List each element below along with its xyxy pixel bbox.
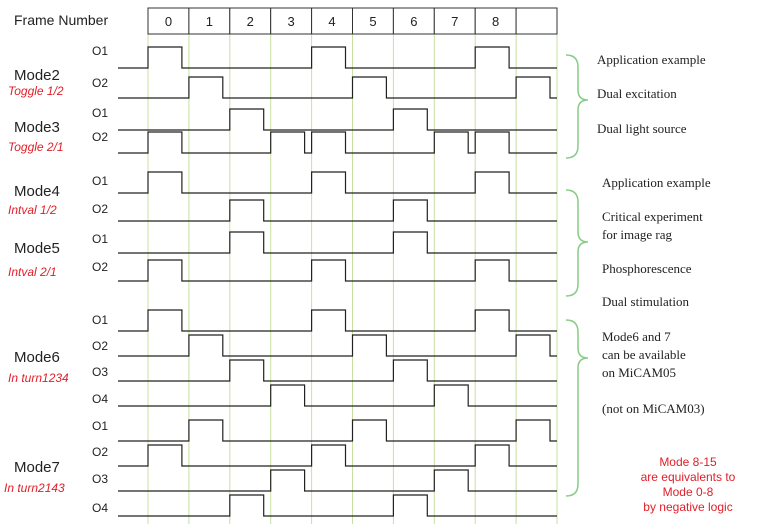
frame-number: 6: [410, 14, 418, 29]
footnote-line1: Mode 8-15: [659, 455, 717, 469]
mode3-subtitle: Toggle 2/1: [8, 140, 64, 154]
signal-waveform: [118, 445, 557, 466]
mode5-subtitle: Intval 2/1: [8, 265, 57, 279]
mode7-subtitle: In turn2143: [4, 481, 65, 495]
frame-number: 5: [369, 14, 377, 29]
note-micam05: on MiCAM05: [602, 365, 677, 380]
note-dual-stimulation: Dual stimulation: [602, 294, 690, 309]
signal-waveform: [118, 420, 557, 441]
note-application-example-2: Application example: [602, 175, 711, 190]
signal-label: O1: [92, 174, 109, 188]
notes-group1: [597, 52, 706, 136]
brace-group2: [566, 190, 588, 296]
mode5-label: Mode5: [14, 240, 60, 257]
note-braces: [566, 55, 588, 496]
note-mode6-7: Mode6 and 7: [602, 329, 671, 344]
frame-number: 8: [492, 14, 500, 29]
frame-number: 2: [246, 14, 254, 29]
footnote-line4: by negative logic: [643, 500, 733, 514]
mode2-label: Mode2: [14, 67, 60, 84]
note-can-be-available: can be available: [602, 347, 686, 362]
frame-number: 7: [451, 14, 459, 29]
signal-waveform: [118, 310, 557, 331]
signal-waveform: [118, 109, 557, 130]
signal-label: O2: [92, 76, 109, 90]
note-critical-experiment: Critical experiment: [602, 209, 703, 224]
signal-label: O2: [92, 339, 109, 353]
signal-label: O1: [92, 232, 109, 246]
signal-label: O1: [92, 44, 109, 58]
signal-label: O2: [92, 260, 109, 274]
frame-number: 1: [205, 14, 213, 29]
frame-grid: [148, 34, 557, 524]
signal-waveform: [118, 360, 557, 381]
note-dual-excitation: Dual excitation: [597, 86, 677, 101]
signal-label: O3: [92, 472, 109, 486]
mode3-label: Mode3: [14, 119, 60, 136]
note-phosphorescence: Phosphorescence: [602, 261, 692, 276]
frame-number: 4: [328, 14, 336, 29]
footnote-line3: Mode 0-8: [662, 485, 714, 499]
signal-label: O4: [92, 501, 109, 515]
frame-number: 0: [164, 14, 173, 29]
signal-waveform: [118, 335, 557, 356]
brace-group3: [566, 320, 588, 496]
signal-label: O1: [92, 313, 109, 327]
signal-label: O2: [92, 202, 109, 216]
signal-waveform: [118, 77, 557, 98]
mode-labels: [4, 67, 69, 495]
mode4-label: Mode4: [14, 183, 60, 200]
mode4-subtitle: Intval 1/2: [8, 203, 57, 217]
signal-waveform: [118, 172, 557, 193]
signal-waveform: [118, 132, 557, 153]
negative-logic-footnote: [641, 455, 736, 514]
signal-waveform: [118, 260, 557, 281]
notes-group2: [602, 175, 711, 309]
mode7-label: Mode7: [14, 459, 60, 476]
note-not-micam03: (not on MiCAM03): [602, 401, 705, 416]
brace-group1: [566, 55, 588, 158]
mode2-subtitle: Toggle 1/2: [8, 84, 64, 98]
signal-label: O2: [92, 130, 109, 144]
note-application-example-1: Application example: [597, 52, 706, 67]
frame-cell: [516, 8, 557, 34]
mode6-subtitle: In turn1234: [8, 371, 69, 385]
notes-group3: [602, 329, 705, 416]
signal-label: O4: [92, 392, 109, 406]
signal-label: O1: [92, 419, 109, 433]
frame-number-title: Frame Number: [14, 12, 109, 28]
signal-waveform: [118, 495, 557, 516]
signal-waveform: [118, 47, 557, 68]
note-image-rag: for image rag: [602, 227, 673, 242]
signal-waveform: [118, 385, 557, 406]
signal-label: O3: [92, 365, 109, 379]
signal-waveform: [118, 470, 557, 491]
frame-number: 3: [287, 14, 295, 29]
signal-label: O2: [92, 445, 109, 459]
note-dual-light-source: Dual light source: [597, 121, 687, 136]
frame-number-row: [148, 8, 557, 34]
signal-label: O1: [92, 106, 109, 120]
signal-waveform: [118, 200, 557, 221]
mode6-label: Mode6: [14, 349, 60, 366]
signal-waveform: [118, 232, 557, 253]
signal-waveforms: [92, 44, 557, 516]
footnote-line2: are equivalents to: [640, 470, 736, 484]
